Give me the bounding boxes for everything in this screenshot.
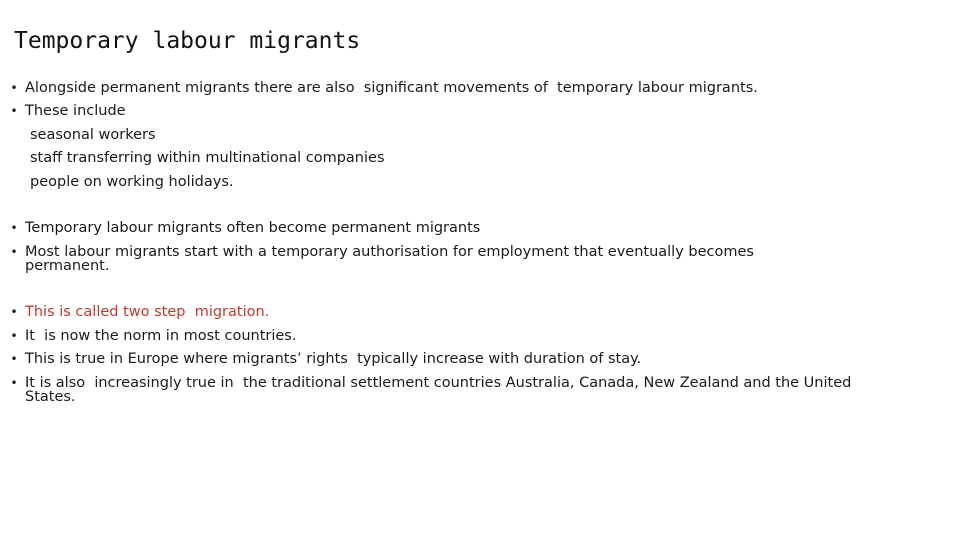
- bullet-icon: •: [10, 376, 18, 390]
- slide-title: Temporary labour migrants: [14, 28, 361, 54]
- bullet-icon: •: [10, 245, 18, 259]
- bullet-icon: •: [10, 329, 18, 343]
- bullet-text: Most labour migrants start with a temporary authorisation for employment that eventually becomes permanent.: [25, 244, 759, 274]
- bullet-icon: •: [10, 221, 18, 235]
- sub-item: people on working holidays.: [30, 174, 234, 190]
- sub-item: staff transferring within multinational companies: [30, 150, 385, 166]
- bullet-text: It is now the norm in most countries.: [25, 328, 297, 344]
- bullet-icon: •: [10, 352, 18, 366]
- bullet-text: This is true in Europe where migrants’ rights typically increase with duration of stay.: [25, 351, 642, 367]
- sub-item: seasonal workers: [30, 127, 156, 143]
- bullet-text: It is also increasingly true in the traditional settlement countries Australia, Canada, New Zealand and the United States.: [25, 375, 856, 405]
- bullet-text: These include: [25, 103, 126, 119]
- bullet-icon: •: [10, 104, 18, 118]
- bullet-text: Temporary labour migrants often become permanent migrants: [25, 220, 481, 236]
- bullet-icon: •: [10, 305, 18, 319]
- bullet-text: Alongside permanent migrants there are also significant movements of temporary labour migrants.: [25, 80, 758, 96]
- bullet-text: This is called two step migration.: [25, 304, 270, 320]
- bullet-icon: •: [10, 81, 18, 95]
